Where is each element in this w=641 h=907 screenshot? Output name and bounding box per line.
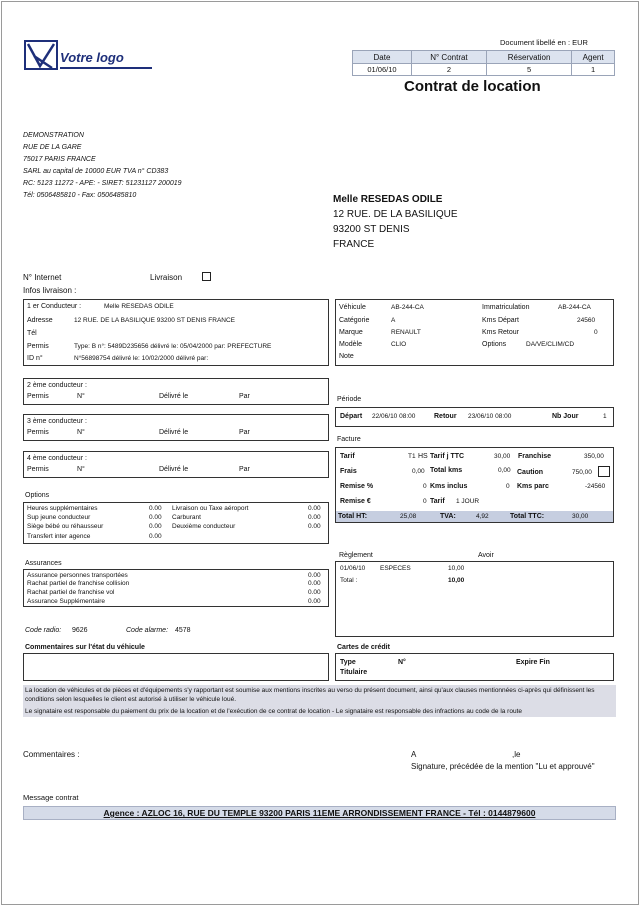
vehicle-box [335, 299, 614, 366]
driver2-title: 2 ème conducteur : [27, 382, 87, 389]
assurance-value: 0.00 [308, 572, 321, 579]
header-val-agent: 1 [572, 64, 615, 76]
logo-icon [24, 40, 58, 70]
driver2-par: Par [239, 393, 250, 400]
assurances-title: Assurances [25, 560, 62, 567]
cartes-num-label: N° [398, 659, 406, 666]
customer-line: FRANCE [333, 239, 375, 250]
option-left-value: 0.00 [149, 514, 162, 521]
driver4-delivre: Délivré le [159, 466, 189, 473]
nbjour-value: 1 [603, 413, 607, 420]
comment-etat-box[interactable] [23, 653, 329, 681]
tva-label: TVA: [440, 513, 456, 520]
nbjour-label: Nb Jour [552, 413, 579, 420]
legal-text-1: La location de véhicules et de pièces et d'équipements s'y rapportant est soumise aux mentions inscrites au verso du présent document, ainsi qu'aux clauses mentionnées ci-après qui définissent les conditions selon lesquelles le client est autorisé à utiliser le véhicule loué. [25, 687, 595, 703]
total-ttc-value: 30,00 [572, 513, 589, 520]
option-left-value: 0.00 [149, 523, 162, 530]
company-line: DEMONSTRATION [23, 132, 84, 139]
retour-label: Retour [434, 413, 457, 420]
facture-title: Facture [337, 436, 361, 443]
customer-line: 93200 ST DENIS [333, 224, 410, 235]
categorie-value: A [391, 317, 396, 324]
tarif-label: Tarif [340, 453, 355, 460]
driver1-tel-label: Tél [27, 330, 37, 337]
assurance-label: Assurance personnes transportées [27, 572, 128, 579]
driver4-par: Par [239, 466, 250, 473]
customer-line: 12 RUE. DE LA BASILIQUE [333, 209, 458, 220]
immat-label: Immatriculation [482, 304, 530, 311]
marque-value: RENAULT [391, 329, 421, 336]
driver2-permis: Permis [27, 393, 49, 400]
code-radio-value: 9626 [72, 627, 88, 634]
modele-value: CLIO [391, 341, 407, 348]
tva-value: 4,92 [476, 513, 489, 520]
totalkms-label: Total kms [430, 467, 463, 474]
driver3-delivre: Délivré le [159, 429, 189, 436]
company-block [23, 130, 182, 202]
depart-value: 22/06/10 08:00 [372, 413, 416, 420]
header-col-contrat: N° Contrat [411, 51, 486, 64]
tarif2-label: Tarif [430, 498, 445, 505]
signature-a-label: A [411, 750, 417, 759]
remise-pct-label: Remise % [340, 483, 374, 490]
driver4-permis: Permis [27, 466, 49, 473]
driver3-title: 3 ème conducteur : [27, 418, 87, 425]
kms-retour-label: Kms Retour [482, 329, 519, 336]
driver4-box [23, 451, 329, 478]
remise-eur-value: 0 [423, 498, 427, 505]
categorie-label: Catégorie [339, 317, 370, 324]
option-left-label: Sup jeune conducteur [27, 514, 91, 521]
option-right-value: 0.00 [308, 514, 321, 521]
options-box [23, 502, 329, 544]
driver3-num: N° [77, 429, 85, 436]
cartes-title: Cartes de crédit [337, 644, 390, 651]
avoir-label: Avoir [478, 552, 494, 559]
frais-value: 0,00 [412, 468, 425, 475]
header-col-agent: Agent [572, 51, 615, 64]
kms-retour-value: 0 [594, 329, 598, 336]
option-right-label: Deuxième conducteur [172, 523, 236, 530]
remise-pct-value: 0 [423, 483, 427, 490]
delivery-label: Livraison [150, 273, 183, 282]
driver1-box [23, 299, 329, 366]
customer-name: Melle RESEDAS ODILE [333, 194, 443, 205]
depart-label: Départ [340, 413, 363, 420]
driver4-title: 4 ème conducteur : [27, 455, 87, 462]
frais-label: Frais [340, 468, 357, 475]
kms-parc-label: Kms parc [517, 483, 549, 490]
kms-depart-value: 24560 [577, 317, 596, 324]
driver4-num: N° [77, 466, 85, 473]
reglement-title: Règlement [339, 552, 373, 559]
options-title: Options [25, 492, 50, 499]
cartes-expire-label: Expire Fin [516, 659, 550, 666]
driver3-permis: Permis [27, 429, 49, 436]
option-left-value: 0.00 [149, 505, 162, 512]
marque-label: Marque [339, 329, 363, 336]
option-right-value: 0.00 [308, 523, 321, 530]
modele-label: Modèle [339, 341, 362, 348]
company-line: SARL au capital de 10000 EUR TVA n° CD383 [23, 168, 169, 175]
doc-currency: Document libellé en : EUR [500, 38, 588, 47]
signature-mention: Signature, précédée de la mention "Lu et approuvé" [411, 762, 595, 771]
reglement-mode: ESPECES [380, 565, 411, 572]
assurance-label: Assurance Supplémentaire [27, 598, 106, 605]
legal-text-2: Le signataire est responsable du paiement du prix de la location et de l'exécution de ce contrat de location - Le signataire est responsable des infractions au code de la route [25, 708, 522, 715]
header-table [352, 50, 615, 76]
company-line: 75017 PARIS FRANCE [23, 156, 96, 163]
vehicule-value: AB-244-CA [391, 304, 424, 311]
facture-box [335, 447, 614, 523]
reglement-total: 10,00 [448, 577, 465, 584]
header-val-contrat: 2 [411, 64, 486, 76]
logo [24, 40, 154, 70]
option-right-label: Carburant [172, 514, 201, 521]
assurances-box [23, 569, 329, 607]
vehicule-label: Véhicule [339, 304, 366, 311]
tarif2-value: 1 JOUR [456, 498, 480, 505]
reglement-date: 01/06/10 [340, 565, 366, 572]
company-line: RC: 5123 11272 - APE: - SIRET: 51231127 200019 [23, 180, 182, 187]
totalkms-value: 0,00 [498, 467, 511, 474]
header-col-date: Date [353, 51, 412, 64]
kms-depart-label: Kms Départ [482, 317, 519, 324]
driver3-box [23, 414, 329, 441]
driver1-id: N°56898754 délivré le: 10/02/2000 délivré par: [74, 355, 209, 362]
option-left-label: Transfert inter agence [27, 533, 91, 540]
option-left-label: Heures supplémentaires [27, 505, 98, 512]
assurance-label: Rachat partiel de franchise collision [27, 580, 130, 587]
kms-inclus-label: Kms inclus [430, 483, 468, 490]
infos-livraison-label: Infos livraison : [23, 286, 77, 295]
caution-label: Caution [517, 469, 544, 476]
cartes-type-label: Type [340, 659, 356, 666]
options-value: DA/VE/CLIM/CD [526, 341, 575, 348]
hs-label: HS [418, 453, 428, 460]
options-label: Options [482, 341, 507, 348]
tarif-value: T1 [408, 453, 416, 460]
logo-underline [60, 67, 152, 69]
customer-block [333, 192, 458, 252]
immat-value: AB-244-CA [558, 304, 591, 311]
option-left-value: 0.00 [149, 533, 162, 540]
commentaires-label: Commentaires : [23, 750, 80, 759]
kms-inclus-value: 0 [506, 483, 510, 490]
periode-title: Période [337, 396, 362, 403]
tarifj-label: Tarif j TTC [430, 453, 465, 460]
driver1-id-label: ID n° [27, 355, 43, 362]
option-left-label: Siège bébé ou réhausseur [27, 523, 104, 530]
option-right-label: Livraison ou Taxe aéroport [172, 505, 249, 512]
periode-box [335, 407, 614, 427]
assurance-value: 0.00 [308, 589, 321, 596]
reglement-box [335, 561, 614, 637]
driver2-box [23, 378, 329, 405]
franchise-label: Franchise [518, 453, 552, 460]
caution-value: 750,00 [572, 469, 592, 476]
code-alarme-value: 4578 [175, 627, 191, 634]
logo-text: Votre logo [60, 50, 124, 65]
assurance-value: 0.00 [308, 580, 321, 587]
reglement-total-label: Total : [340, 577, 358, 584]
reglement-amount: 10,00 [448, 565, 465, 572]
code-alarme-label: Code alarme: [126, 627, 169, 634]
total-ht-label: Total HT: [338, 513, 368, 520]
caution-checkbox[interactable] [598, 466, 610, 477]
comment-etat-title: Commentaires sur l'état du véhicule [25, 644, 145, 651]
delivery-checkbox[interactable] [202, 272, 211, 281]
cartes-titulaire-label: Titulaire [340, 669, 368, 676]
code-radio-label: Code radio: [25, 627, 62, 634]
header-val-date: 01/06/10 [353, 64, 412, 76]
driver2-num: N° [77, 393, 85, 400]
internet-label: N° Internet [23, 273, 62, 282]
message-contrat-label: Message contrat [23, 793, 79, 802]
assurance-label: Rachat partiel de franchise vol [27, 589, 115, 596]
footer-bar: Agence : AZLOC 16, RUE DU TEMPLE 93200 PARIS 11EME ARRONDISSEMENT FRANCE - Tél : 0144879600 [23, 806, 616, 820]
remise-eur-label: Remise € [340, 498, 371, 505]
kms-parc-value: -24560 [585, 483, 606, 490]
tarifj-value: 30,00 [494, 453, 511, 460]
total-ht-value: 25,08 [400, 513, 417, 520]
driver3-par: Par [239, 429, 250, 436]
header-col-reservation: Réservation [486, 51, 571, 64]
total-ttc-label: Total TTC: [510, 513, 545, 520]
note-label: Note [339, 353, 354, 360]
retour-value: 23/06/10 08:00 [468, 413, 512, 420]
driver1-adresse: 12 RUE. DE LA BASILIQUE 93200 ST DENIS FRANCE [74, 317, 235, 324]
header-val-reservation: 5 [486, 64, 571, 76]
driver1-title: 1 er Conducteur : [27, 303, 82, 310]
page-title: Contrat de location [404, 78, 541, 95]
driver1-name: Melle RESEDAS ODILE [104, 303, 174, 310]
driver2-delivre: Délivré le [159, 393, 189, 400]
driver1-adresse-label: Adresse [27, 317, 53, 324]
assurance-value: 0.00 [308, 598, 321, 605]
company-line: RUE DE LA GARE [23, 144, 82, 151]
company-line: Tél: 0506485810 - Fax: 0506485810 [23, 192, 137, 199]
driver1-permis-label: Permis [27, 343, 49, 350]
option-right-value: 0.00 [308, 505, 321, 512]
driver1-permis: Type: B n°: 5489D235656 délivré le: 05/04/2000 par: PREFECTURE [74, 343, 272, 350]
cartes-box [335, 653, 614, 681]
signature-le-label: ,le [512, 750, 521, 759]
franchise-value: 350,00 [584, 453, 604, 460]
